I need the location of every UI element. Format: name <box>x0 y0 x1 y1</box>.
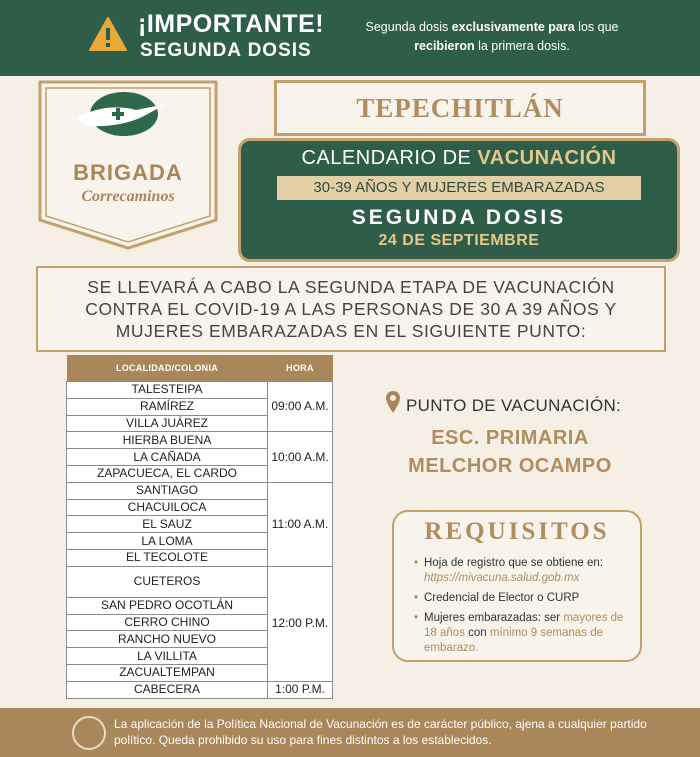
mexico-seal-icon <box>72 716 106 750</box>
vaccination-point-label: PUNTO DE VACUNACIÓN: <box>406 396 622 415</box>
table-cell-hora: 10:00 A.M. <box>268 432 333 482</box>
table-row <box>67 482 333 499</box>
table-cell-localidad: SANTIAGO <box>67 482 268 499</box>
table-cell-hora: 12:00 P.M. <box>268 566 333 681</box>
table-cell-localidad: ZACUALTEMPAN <box>67 664 268 681</box>
table-cell-localidad: CUETEROS <box>67 566 268 597</box>
table-cell-localidad: RANCHO NUEVO <box>67 631 268 648</box>
calendar-box <box>238 138 680 262</box>
table-cell-hora: 09:00 A.M. <box>268 382 333 432</box>
brigade-name: BRIGADA <box>73 160 183 185</box>
intro-box <box>36 266 666 352</box>
table-row <box>67 566 333 597</box>
important-title: ¡IMPORTANTE! <box>138 10 325 38</box>
column-header-localidad: LOCALIDAD/COLONIA <box>67 355 268 382</box>
table-cell-localidad: CERRO CHINO <box>67 614 268 631</box>
table-cell-localidad: EL TECOLOTE <box>67 549 268 566</box>
age-group-label: 30-39 AÑOS Y MUJERES EMBARAZADAS <box>277 176 641 200</box>
date-label: 24 DE SEPTIEMBRE <box>378 232 540 249</box>
table-cell-localidad: LA VILLITA <box>67 648 268 665</box>
table-cell-hora: 1:00 P.M. <box>268 681 333 698</box>
table-cell-localidad: SAN PEDRO OCOTLÁN <box>67 597 268 614</box>
town-title: TEPECHITLÁN <box>274 80 646 136</box>
requirement-item: • Credencial de Elector o CURP <box>414 591 636 606</box>
table-row <box>67 382 333 399</box>
vaccination-point-name: ESC. PRIMARIA MELCHOR OCAMPO <box>408 427 612 477</box>
table-row <box>67 681 333 698</box>
column-header-hora: HORA <box>268 355 333 382</box>
table-row <box>67 432 333 449</box>
important-note: Segunda dosis exclusivamente para los que recibieron la primera dosis. <box>365 20 619 53</box>
table-cell-localidad: HIERBA BUENA <box>67 432 268 449</box>
requirement-item: • Hoja de registro que se obtiene en: https://mivacuna.salud.gob.mx <box>414 556 636 586</box>
table-cell-localidad: RAMÍREZ <box>67 398 268 415</box>
footer-disclaimer: La aplicación de la Política Nacional de Vacunación es de carácter público, ajena a cualquier partido político. Queda prohibido su uso para fines distintos a los establecidos. <box>114 717 647 747</box>
dose-label: SEGUNDA DOSIS <box>351 206 567 229</box>
table-cell-localidad: CHACUILOCA <box>67 499 268 516</box>
table-cell-localidad: EL SAUZ <box>67 516 268 533</box>
table-cell-localidad: LA LOMA <box>67 533 268 550</box>
requirements-title: REQUISITOS <box>424 518 610 545</box>
table-cell-localidad: ZAPACUECA, EL CARDO <box>67 465 268 482</box>
warning-icon <box>88 16 128 52</box>
location-pin-icon <box>385 390 401 414</box>
table-cell-localidad: TALESTEIPA <box>67 382 268 399</box>
requirement-item: • Mujeres embarazadas: ser mayores de 18 años con mínimo 9 semanas de embarazo. <box>414 611 636 656</box>
table-header-row <box>67 355 333 382</box>
table-cell-localidad: VILLA JUÁREZ <box>67 415 268 432</box>
brigade-subname: Correcaminos <box>81 188 175 205</box>
important-subtitle: SEGUNDA DOSIS <box>140 40 312 61</box>
schedule-table <box>66 355 333 699</box>
requirements-list <box>414 556 636 661</box>
calendar-title: CALENDARIO DE VACUNACIÓN <box>301 147 617 169</box>
table-cell-hora: 11:00 A.M. <box>268 482 333 566</box>
registration-link[interactable]: https://mivacuna.salud.gob.mx <box>424 572 580 584</box>
requirements-box <box>392 510 642 662</box>
table-cell-localidad: CABECERA <box>67 681 268 698</box>
intro-text: SE LLEVARÁ A CABO LA SEGUNDA ETAPA DE VACUNACIÓN CONTRA EL COVID-19 A LAS PERSONAS DE 30 A 39 AÑOS Y MUJERES EMBARAZADAS EN EL SIGUIENTE PUNTO: <box>85 277 617 341</box>
table-cell-localidad: LA CAÑADA <box>67 449 268 466</box>
